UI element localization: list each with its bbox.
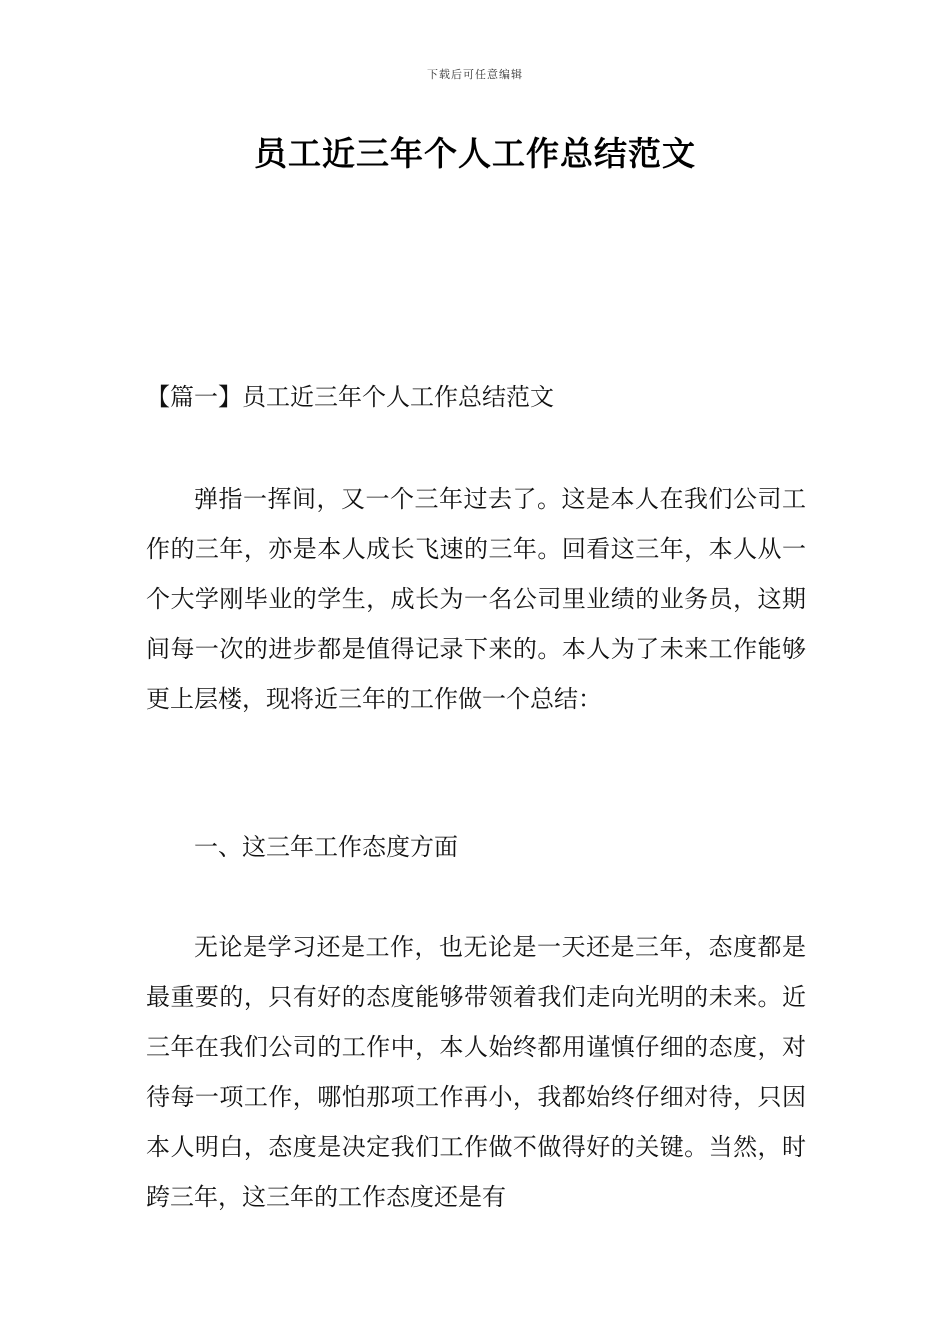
header-note: 下载后可任意编辑 <box>427 68 523 81</box>
section-heading: 【篇一】员工近三年个人工作总结范文 <box>146 383 554 411</box>
document-title: 员工近三年个人工作总结范文 <box>254 134 696 173</box>
paragraph-attitude: 无论是学习还是工作，也无论是一天还是三年，态度都是最重要的，只有好的态度能够带领着我们走向光明的未来。近三年在我们公司的工作中，本人始终都用谨慎仔细的态度，对待每一项工作，哪怕那项工作再小，我都始终仔细对待，只因本人明白，态度是决定我们工作做不做得好的关键。当然，时跨三年，这三年的工作态度还是有 <box>146 933 806 1211</box>
paragraph-intro: 弹指一挥间，又一个三年过去了。这是本人在我们公司工作的三年，亦是本人成长飞速的三年。回看这三年，本人从一个大学刚毕业的学生，成长为一名公司里业绩的业务员，这期间每一次的进步都是值得记录下来的。本人为了未来工作能够更上层楼，现将近三年的工作做一个总结： <box>146 485 806 713</box>
subheading-attitude: 一、这三年工作态度方面 <box>194 833 458 861</box>
